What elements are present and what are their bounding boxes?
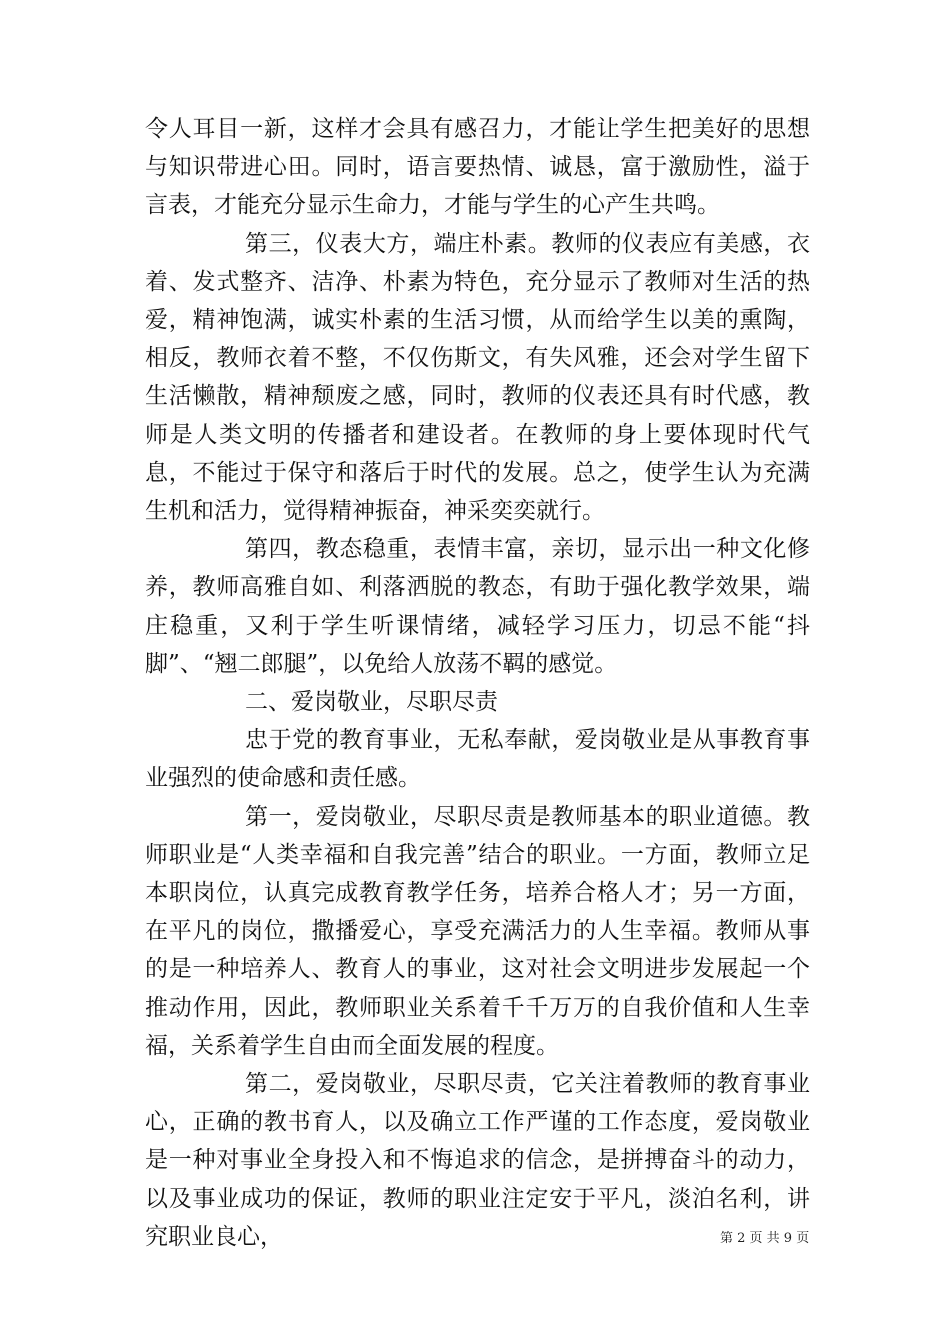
paragraph-second-point: 第二，爱岗敬业，尽职尽责，它关注着教师的教育事业心，正确的教书育人，以及确立工作严谨的工作态度，爱岗敬业是一种对事业全身投入和不悔追求的信念，是拼搏奋斗的动力，以及事业成功的保证，教师的职业注定安于平凡，淡泊名利，讲究职业良心， [145, 1071, 810, 1250]
body-text [145, 110, 810, 1256]
paragraph-third-point: 第三，仪表大方，端庄朴素。教师的仪表应有美感，衣着、发式整齐、洁净、朴素为特色，充分显示了教师对生活的热爱，精神饱满，诚实朴素的生活习惯，从而给学生以美的熏陶，相反，教师衣着不整，不仅伤斯文，有失风雅，还会对学生留下生活懒散，精神颓废之感，同时，教师的仪表还具有时代感，教师是人类文明的传播者和建设者。在教师的身上要体现时代气息，不能过于保守和落后于时代的发展。总之，使学生认为充满生机和活力，觉得精神振奋，神采奕奕就行。 [145, 230, 810, 525]
page-number-footer: 第 2 页 共 9 页 [720, 1231, 810, 1246]
paragraph-continuation: 令人耳目一新，这样才会具有感召力，才能让学生把美好的思想与知识带进心田。同时，语言要热情、诚恳，富于激励性，溢于言表，才能充分显示生命力，才能与学生的心产生共鸣。 [145, 116, 810, 219]
paragraph-fourth-point: 第四，教态稳重，表情丰富，亲切，显示出一种文化修养，教师高雅自如、利落洒脱的教态，有助于强化教学效果，端庄稳重，又利于学生听课情绪，减轻学习压力，切忌不能“抖脚”、“翘二郎腿”，以免给人放荡不羁的感觉。 [145, 536, 810, 677]
paragraph-first-point: 第一，爱岗敬业，尽职尽责是教师基本的职业道德。教师职业是“人类幸福和自我完善”结合的职业。一方面，教师立足本职岗位，认真完成教育教学任务，培养合格人才；另一方面，在平凡的岗位，撒播爱心，享受充满活力的人生幸福。教师从事的是一种培养人、教育人的事业，这对社会文明进步发展起一个推动作用，因此，教师职业关系着千千万万的自我价值和人生幸福，关系着学生自由而全面发展的程度。 [145, 803, 810, 1059]
paragraph-section-intro: 忠于党的教育事业，无私奉献，爱岗敬业是从事教育事业强烈的使命感和责任感。 [145, 727, 810, 792]
section-heading: 二、爱岗敬业，尽职尽责 [245, 689, 498, 716]
